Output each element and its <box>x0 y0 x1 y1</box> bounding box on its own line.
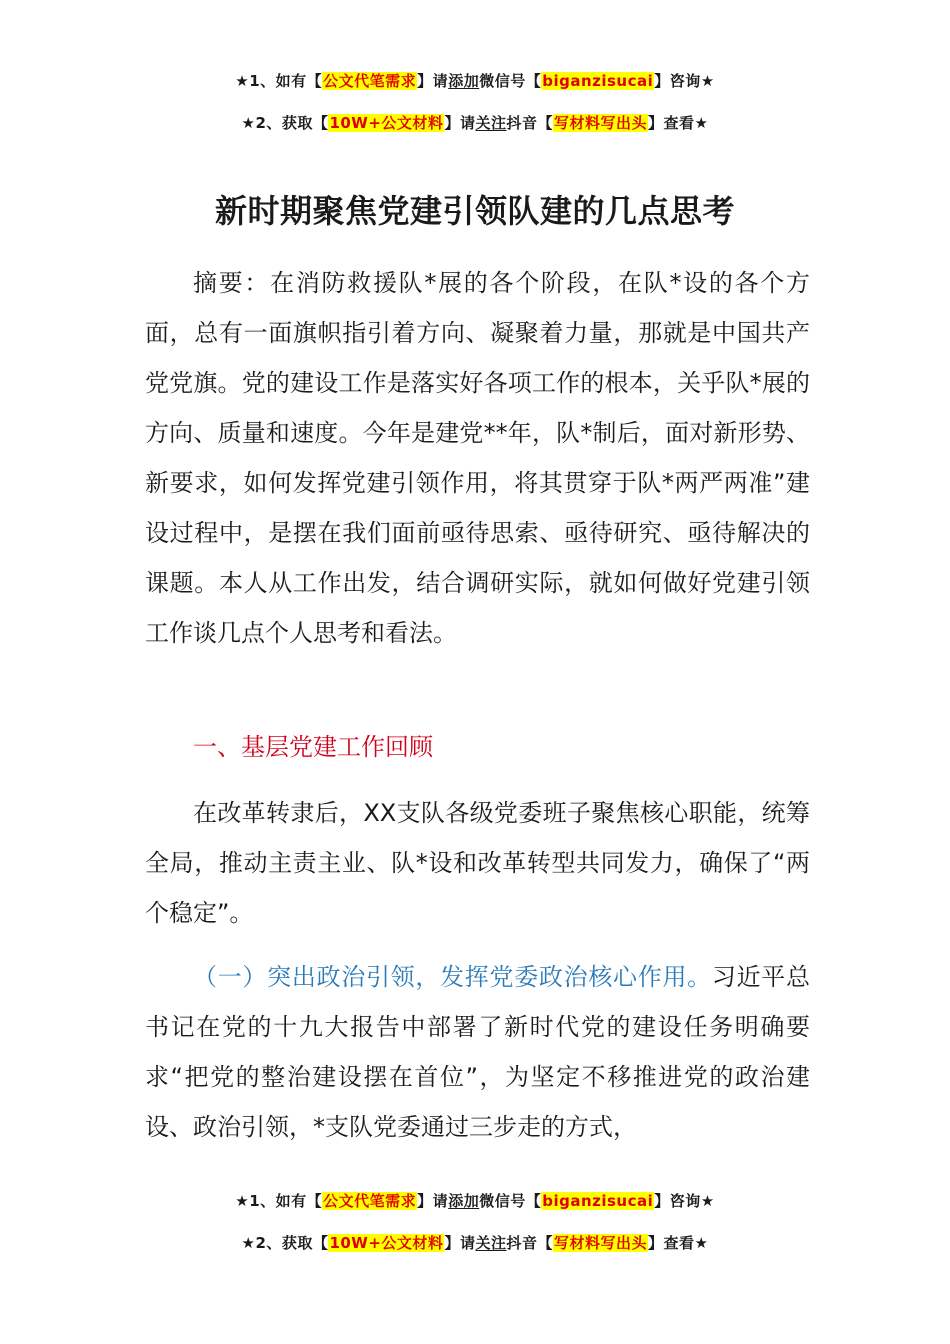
banner-highlight: 写材料写出头 <box>553 114 647 132</box>
document-title: 新时期聚焦党建引领队建的几点思考 <box>214 192 735 230</box>
banner-text: ★1、如有【 <box>235 72 323 90</box>
banner-underline: 关注 <box>475 114 507 132</box>
banner-text: 抖音【 <box>506 1234 553 1252</box>
banner-line-1 <box>0 1180 950 1222</box>
banner-highlight: 写材料写出头 <box>553 1234 647 1252</box>
banner-text: 】查看★ <box>648 1234 709 1252</box>
banner-text: 微信号【 <box>479 72 542 90</box>
subsection-heading: （一）突出政治引领，发挥党委政治核心作用。 <box>193 963 712 991</box>
banner-underline: 添加 <box>448 1192 480 1210</box>
banner-text: 】咨询★ <box>654 1192 715 1210</box>
banner-text: 】请 <box>417 72 449 90</box>
banner-text: 】查看★ <box>648 114 709 132</box>
header-banner <box>0 60 950 144</box>
banner-underline: 添加 <box>448 72 480 90</box>
section-intro-paragraph: 在改革转隶后，XX支队各级党委班子聚焦核心职能，统筹全局，推动主责主业、队*设和改革转型共同发力，确保了“两个稳定”。 <box>145 799 810 927</box>
subsection-paragraph <box>145 952 810 1152</box>
banner-highlight: 公文代笔需求 <box>323 1192 417 1210</box>
banner-text: 】请 <box>444 114 476 132</box>
footer-banner <box>0 1180 950 1264</box>
banner-underline: 关注 <box>475 1234 507 1252</box>
banner-wechat-id: biganzisucai <box>542 1192 654 1210</box>
banner-highlight: 公文代笔需求 <box>323 72 417 90</box>
banner-text: 】请 <box>417 1192 449 1210</box>
banner-text: 】咨询★ <box>654 72 715 90</box>
banner-text: 】请 <box>444 1234 476 1252</box>
banner-highlight: 10W+公文材料 <box>329 114 444 132</box>
section-heading: 一、基层党建工作回顾 <box>193 733 433 761</box>
subsection-body: 习近平总书记在党的十九大报告中部署了新时代党的建设任务明确要求“把党的整治建设摆在首位”，为坚定不移推进党的政治建设、政治引领，*支队党委通过三步走的方式， <box>145 963 810 1141</box>
abstract-paragraph: 摘要：在消防救援队*展的各个阶段，在队*设的各个方面，总有一面旗帜指引着方向、凝聚着力量，那就是中国共产党党旗。党的建设工作是落实好各项工作的根本，关乎队*展的方向、质量和速度。今年是建党**年，队*制后，面对新形势、新要求，如何发挥党建引领作用，将其贯穿于队*两严两准”建设过程中，是摆在我们面前亟待思索、亟待研究、亟待解决的课题。本人从工作出发，结合调研实际，就如何做好党建引领工作谈几点个人思考和看法。 <box>145 269 810 647</box>
banner-line-1 <box>0 60 950 102</box>
banner-line-2 <box>0 1222 950 1264</box>
banner-text: ★2、获取【 <box>241 114 329 132</box>
banner-highlight: 10W+公文材料 <box>329 1234 444 1252</box>
banner-wechat-id: biganzisucai <box>542 72 654 90</box>
banner-text: ★2、获取【 <box>241 1234 329 1252</box>
banner-text: ★1、如有【 <box>235 1192 323 1210</box>
banner-line-2 <box>0 102 950 144</box>
banner-text: 抖音【 <box>506 114 553 132</box>
banner-text: 微信号【 <box>479 1192 542 1210</box>
